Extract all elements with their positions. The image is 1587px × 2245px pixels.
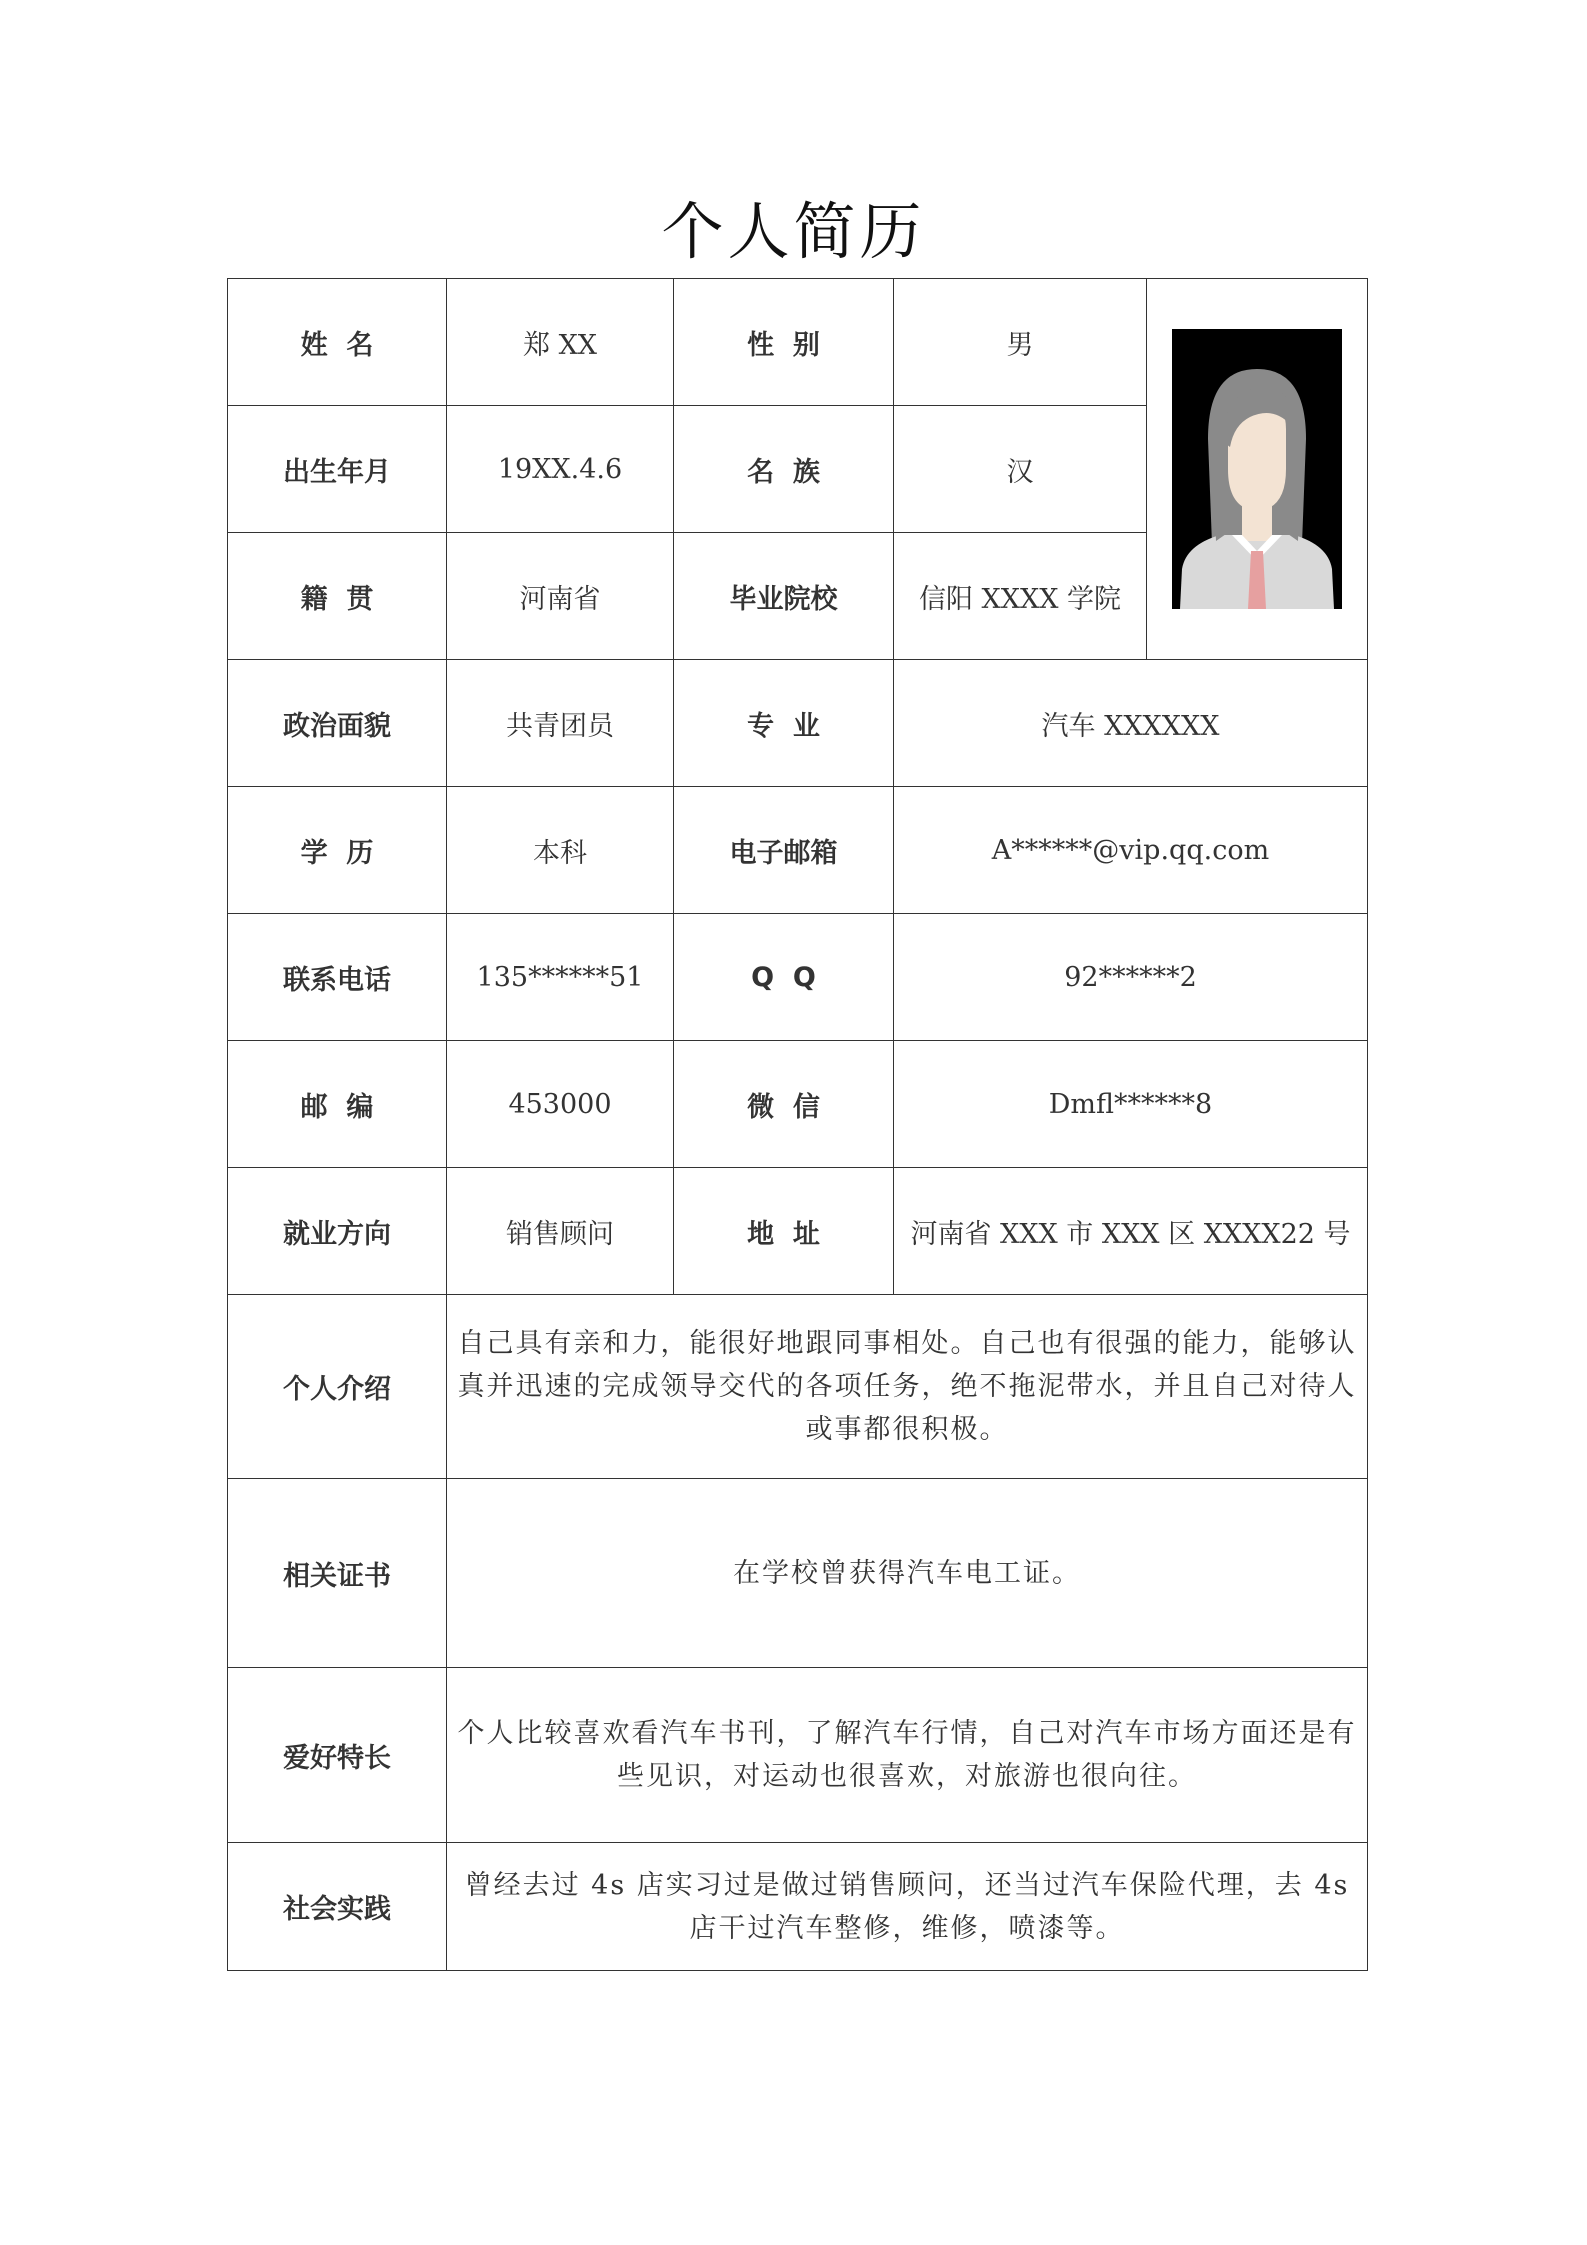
school-label: 毕业院校 xyxy=(674,533,894,660)
tie-shape xyxy=(1248,551,1266,609)
school-value: 信阳 XXXX 学院 xyxy=(894,533,1147,660)
intro-label: 个人介绍 xyxy=(228,1295,447,1479)
wechat-label: 微 信 xyxy=(674,1041,894,1168)
gender-label: 性 别 xyxy=(674,279,894,406)
social-label: 社会实践 xyxy=(228,1843,447,1971)
row-hobbies xyxy=(228,1668,1368,1843)
address-label: 地 址 xyxy=(674,1168,894,1295)
person-avatar-icon xyxy=(1172,329,1342,609)
education-value: 本科 xyxy=(447,787,674,914)
wechat-value: Dmfl******8 xyxy=(894,1041,1368,1168)
ethnicity-label: 名 族 xyxy=(674,406,894,533)
intro-text: 自己具有亲和力，能很好地跟同事相处。自己也有很强的能力，能够认真并迅速的完成领导交代的各项任务，绝不拖泥带水，并且自己对待人或事都很积极。 xyxy=(447,1295,1368,1479)
phone-value: 135******51 xyxy=(447,914,674,1041)
political-label: 政治面貌 xyxy=(228,660,447,787)
gender-value: 男 xyxy=(894,279,1147,406)
hobbies-text: 个人比较喜欢看汽车书刊，了解汽车行情，自己对汽车市场方面还是有些见识，对运动也很喜欢，对旅游也很向往。 xyxy=(447,1668,1368,1843)
row-postcode xyxy=(228,1041,1368,1168)
photo-cell xyxy=(1147,279,1368,660)
page-title: 个人简历 xyxy=(661,195,926,268)
email-label: 电子邮箱 xyxy=(674,787,894,914)
major-value: 汽车 XXXXXX xyxy=(894,660,1368,787)
education-label: 学 历 xyxy=(228,787,447,914)
career-label: 就业方向 xyxy=(228,1168,447,1295)
hometown-label: 籍 贯 xyxy=(228,533,447,660)
certificates-text: 在学校曾获得汽车电工证。 xyxy=(447,1479,1368,1668)
row-education xyxy=(228,787,1368,914)
row-career xyxy=(228,1168,1368,1295)
row-political xyxy=(228,660,1368,787)
name-value: 郑 XX xyxy=(447,279,674,406)
postcode-value: 453000 xyxy=(447,1041,674,1168)
postcode-label: 邮 编 xyxy=(228,1041,447,1168)
qq-value: 92******2 xyxy=(894,914,1368,1041)
email-value: A******@vip.qq.com xyxy=(894,787,1368,914)
major-label: 专 业 xyxy=(674,660,894,787)
certificates-label: 相关证书 xyxy=(228,1479,447,1668)
row-intro xyxy=(228,1295,1368,1479)
qq-label: Q Q xyxy=(674,914,894,1041)
row-name xyxy=(228,279,1368,406)
name-label: 姓 名 xyxy=(228,279,447,406)
resume-table xyxy=(227,278,1368,1971)
ethnicity-value: 汉 xyxy=(894,406,1147,533)
hometown-value: 河南省 xyxy=(447,533,674,660)
hobbies-label: 爱好特长 xyxy=(228,1668,447,1843)
address-value: 河南省 XXX 市 XXX 区 XXXX22 号 xyxy=(894,1168,1368,1295)
row-phone xyxy=(228,914,1368,1041)
birth-value: 19XX.4.6 xyxy=(447,406,674,533)
phone-label: 联系电话 xyxy=(228,914,447,1041)
political-value: 共青团员 xyxy=(447,660,674,787)
social-text: 曾经去过 4s 店实习过是做过销售顾问，还当过汽车保险代理，去 4s 店干过汽车整修，维修，喷漆等。 xyxy=(447,1843,1368,1971)
row-social xyxy=(228,1843,1368,1971)
row-certificates xyxy=(228,1479,1368,1668)
career-value: 销售顾问 xyxy=(447,1168,674,1295)
birth-label: 出生年月 xyxy=(228,406,447,533)
